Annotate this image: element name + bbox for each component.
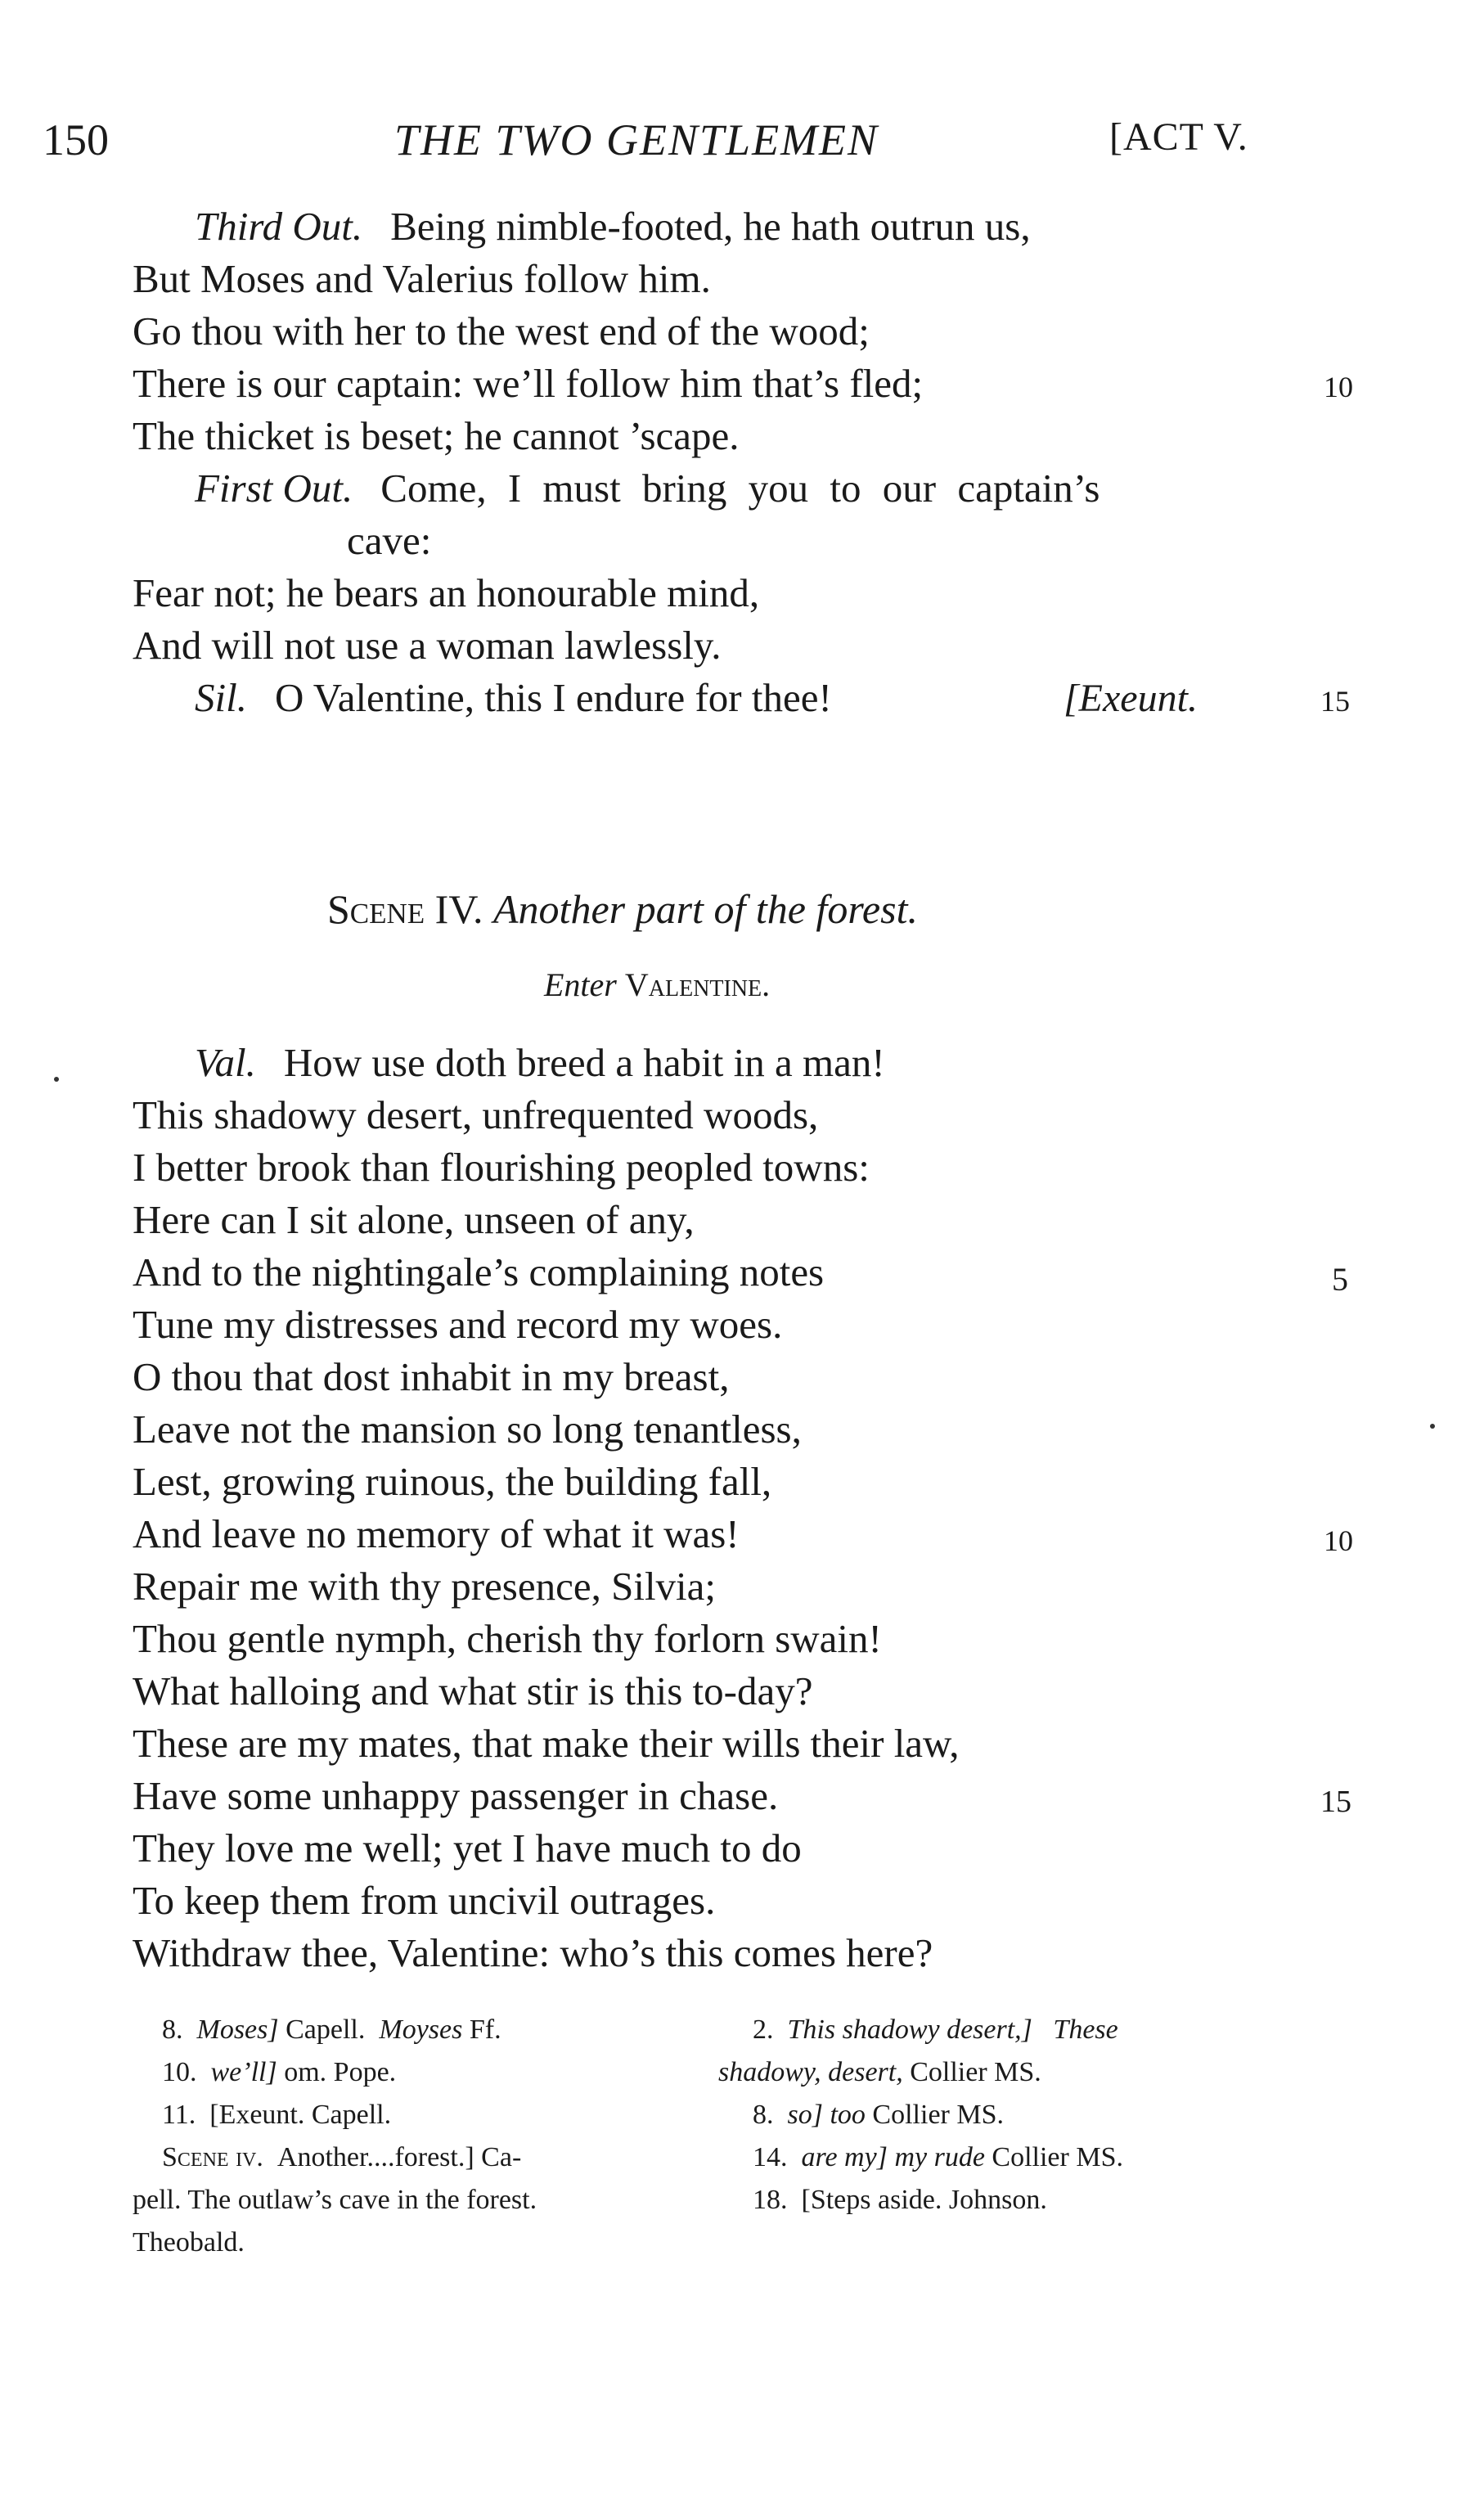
verse-line — [195, 203, 1031, 250]
line-number: 10 — [1324, 1524, 1353, 1557]
line-number: 10 — [1324, 371, 1353, 403]
speaker-name: First Out. — [195, 466, 353, 511]
margin-mark — [54, 1077, 59, 1082]
verse-line: And to the nightingale’s complaining notes — [133, 1249, 825, 1294]
verse-line: Repair me with thy presence, Silvia; — [133, 1564, 717, 1609]
verse-line — [195, 1039, 885, 1086]
scene-location: Another part of the forest. — [493, 886, 918, 932]
verse-line-continued: cave: — [347, 518, 432, 563]
line-text: Being nimble-footed, he hath outrun us, — [390, 204, 1031, 249]
entrance-direction — [544, 966, 770, 1004]
entrance-word: Enter — [544, 966, 617, 1003]
verse-line: To keep them from uncivil outrages. — [133, 1878, 716, 1923]
verse-line: This shadowy desert, unfrequented woods, — [133, 1092, 819, 1137]
verse-line: And leave no memory of what it was! — [133, 1511, 740, 1556]
line-number: 5 — [1332, 1261, 1348, 1298]
verse-line: The thicket is beset; he cannot ’scape. — [133, 413, 740, 458]
verse-line: Fear not; he bears an honourable mind, — [133, 570, 760, 615]
footnote: 8. Moses] Capell. Moyses Ff. — [162, 2015, 501, 2045]
footnote: 14. are my] my rude Collier MS. — [753, 2142, 1123, 2172]
verse-line: Have some unhappy passenger in chase. — [133, 1773, 779, 1818]
verse-line: Thou gentle nymph, cherish thy forlorn swain! — [133, 1616, 882, 1661]
footnote-continued: pell. The outlaw’s cave in the forest. — [133, 2185, 537, 2215]
line-text: O Valentine, this I endure for thee! — [274, 675, 832, 720]
line-text: How use doth breed a habit in a man! — [283, 1040, 885, 1085]
footnote: 11. [Exeunt. Capell. — [162, 2100, 392, 2130]
speaker-name: Sil. — [195, 675, 247, 720]
verse-line: Tune my distresses and record my woes. — [133, 1302, 783, 1347]
verse-line — [195, 465, 1100, 511]
act-label: [ACT V. — [1109, 115, 1248, 159]
entrance-character: Valentine. — [624, 966, 771, 1003]
footnote: 10. we’ll] om. Pope. — [162, 2057, 397, 2087]
verse-line: These are my mates, that make their wills their law, — [133, 1721, 960, 1766]
verse-line: Leave not the mansion so long tenantless, — [133, 1407, 802, 1452]
line-text: Come, I must bring you to our captain’s — [380, 466, 1100, 511]
verse-line: Withdraw thee, Valentine: who’s this comes here? — [133, 1930, 933, 1975]
page-number: 150 — [43, 115, 109, 164]
line-number: 15 — [1320, 685, 1350, 718]
footnote-continued: shadowy, desert, Collier MS. — [718, 2057, 1041, 2087]
verse-line: But Moses and Valerius follow him. — [133, 256, 711, 301]
speaker-name: Val. — [195, 1040, 256, 1085]
verse-line: What halloing and what stir is this to-day? — [133, 1668, 813, 1713]
line-number: 15 — [1320, 1785, 1351, 1819]
stage-direction: [Exeunt. — [1064, 677, 1198, 720]
verse-line: There is our captain: we’ll follow him that’s fled; — [133, 361, 924, 406]
verse-line: They love me well; yet I have much to do — [133, 1825, 802, 1870]
scene-label: Scene IV. — [327, 886, 483, 932]
verse-line: Lest, growing ruinous, the building fall, — [133, 1459, 772, 1504]
footnote: 8. so] too Collier MS. — [753, 2100, 1004, 2130]
verse-line — [195, 674, 832, 721]
margin-mark — [1430, 1424, 1435, 1429]
verse-line: Here can I sit alone, unseen of any, — [133, 1197, 695, 1242]
footnote: 18. [Steps aside. Johnson. — [753, 2185, 1047, 2215]
scene-heading — [327, 885, 918, 933]
verse-line: I better brook than flourishing peopled towns: — [133, 1145, 870, 1190]
footnote: Scene iv. Another....forest.] Ca- — [162, 2142, 522, 2172]
verse-line: O thou that dost inhabit in my breast, — [133, 1354, 730, 1399]
speaker-name: Third Out. — [195, 204, 363, 249]
verse-line: And will not use a woman lawlessly. — [133, 623, 722, 668]
verse-line: Go thou with her to the west end of the wood; — [133, 308, 870, 353]
footnote: 2. This shadowy desert,] These — [753, 2015, 1118, 2045]
running-title: THE TWO GENTLEMEN — [394, 115, 879, 164]
footnote-continued: Theobald. — [133, 2227, 245, 2258]
